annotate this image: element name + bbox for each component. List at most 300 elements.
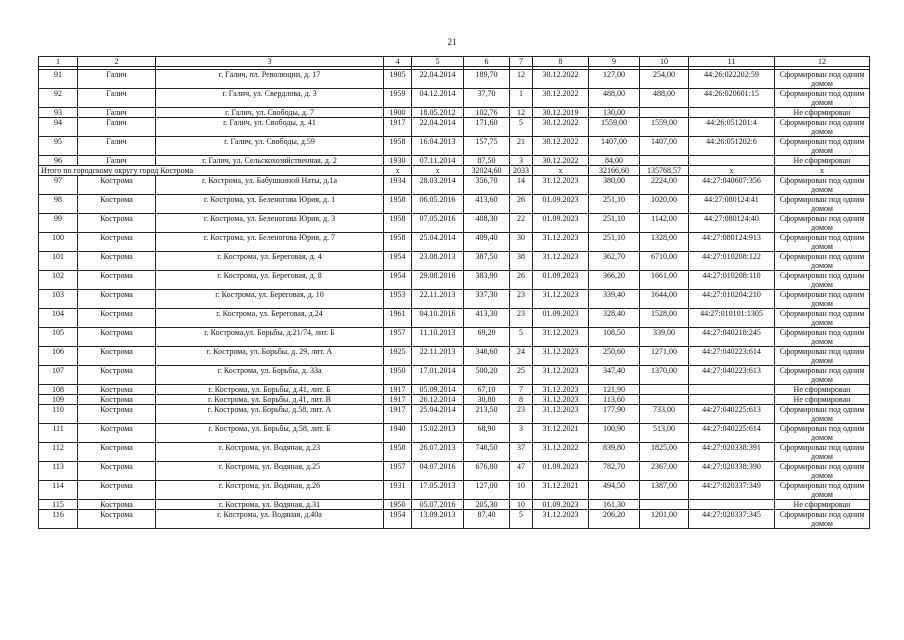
recognition-date-cell: 22.11.2013: [412, 347, 464, 366]
cadastral-number-cell: 44:27:080124:913: [689, 233, 775, 252]
recognition-date-cell: 17.05.2013: [412, 481, 464, 500]
land-cost-cell: [640, 500, 689, 510]
table-row: [39, 290, 870, 309]
address-cell: г. Кострома, ул. Водяная, д.25: [156, 462, 384, 481]
land-area-cell: 113,60: [589, 395, 640, 405]
address-cell: г. Галич, ул. Сельскохозяйственная, д. 2: [156, 156, 384, 166]
column-header: 9: [589, 57, 640, 67]
row-number-cell: 91: [39, 70, 78, 89]
residents-cell: 23: [510, 290, 533, 309]
cadastral-number-cell: 44:27:010101:1305: [689, 309, 775, 328]
address-cell: г. Кострома, ул. Борьбы, д. 29, лит. А: [156, 347, 384, 366]
total-c7-cell: 2033: [510, 166, 533, 176]
column-header: 3: [156, 57, 384, 67]
residents-cell: 21: [510, 137, 533, 156]
area-cell: 383,90: [464, 271, 510, 290]
municipality-cell: Кострома: [78, 252, 156, 271]
land-area-cell: 127,00: [589, 70, 640, 89]
resettlement-deadline-cell: 31.12.2023: [533, 176, 589, 195]
column-header: 10: [640, 57, 689, 67]
land-area-cell: 161,30: [589, 500, 640, 510]
address-cell: г. Кострома, ул. Борьбы, д.58, лит. Б: [156, 424, 384, 443]
address-cell: г. Галич, пл. Революции, д. 17: [156, 70, 384, 89]
land-area-cell: 251,10: [589, 214, 640, 233]
land-cost-cell: 6710,00: [640, 252, 689, 271]
build-year-cell: 1917: [384, 405, 412, 424]
residents-cell: 30: [510, 233, 533, 252]
housing-register-table: [38, 56, 870, 529]
area-cell: 87,50: [464, 156, 510, 166]
land-cost-cell: [640, 108, 689, 118]
area-cell: 676,00: [464, 462, 510, 481]
municipality-cell: Кострома: [78, 481, 156, 500]
area-cell: 408,30: [464, 214, 510, 233]
municipality-cell: Галич: [78, 156, 156, 166]
municipality-cell: Кострома: [78, 233, 156, 252]
recognition-date-cell: 23.08.2013: [412, 252, 464, 271]
row-number-cell: 110: [39, 405, 78, 424]
recognition-date-cell: 25.04.2014: [412, 405, 464, 424]
land-status-cell: Сформирован под одним домом: [775, 347, 870, 366]
row-number-cell: 112: [39, 443, 78, 462]
recognition-date-cell: 11.10.2013: [412, 328, 464, 347]
address-cell: г. Кострома, ул. Водяная, д.40а: [156, 510, 384, 529]
table-row: [39, 70, 870, 89]
land-status-cell: Не сформирован: [775, 385, 870, 395]
area-cell: 387,50: [464, 252, 510, 271]
row-number-cell: 108: [39, 385, 78, 395]
municipality-cell: Галич: [78, 137, 156, 156]
land-status-cell: Не сформирован: [775, 395, 870, 405]
area-cell: 67,10: [464, 385, 510, 395]
cadastral-number-cell: 44:27:040225:613: [689, 405, 775, 424]
build-year-cell: 1953: [384, 290, 412, 309]
resettlement-deadline-cell: 31.12.2023: [533, 347, 589, 366]
address-cell: г. Кострома, ул. Бабушкиной Наты, д.1а: [156, 176, 384, 195]
row-number-cell: 94: [39, 118, 78, 137]
row-number-cell: 96: [39, 156, 78, 166]
address-cell: г. Кострома, ул. Водяная, д.23: [156, 443, 384, 462]
build-year-cell: 1917: [384, 395, 412, 405]
area-cell: 69,20: [464, 328, 510, 347]
recognition-date-cell: 04.10.2016: [412, 309, 464, 328]
table-row: [39, 328, 870, 347]
row-number-cell: 95: [39, 137, 78, 156]
resettlement-deadline-cell: 31.12.2022: [533, 443, 589, 462]
municipality-cell: Кострома: [78, 395, 156, 405]
land-status-cell: Не сформирован: [775, 108, 870, 118]
residents-cell: 24: [510, 347, 533, 366]
land-area-cell: 251,10: [589, 195, 640, 214]
municipality-cell: Кострома: [78, 405, 156, 424]
total-c4-cell: x: [384, 166, 412, 176]
recognition-date-cell: 06.05.2016: [412, 195, 464, 214]
resettlement-deadline-cell: 01.09.2023: [533, 195, 589, 214]
recognition-date-cell: 26.12.2014: [412, 395, 464, 405]
residents-cell: 5: [510, 118, 533, 137]
table-row: [39, 500, 870, 510]
resettlement-deadline-cell: 01.09.2023: [533, 309, 589, 328]
cadastral-number-cell: [689, 395, 775, 405]
row-number-cell: 101: [39, 252, 78, 271]
residents-cell: 12: [510, 70, 533, 89]
build-year-cell: 1958: [384, 443, 412, 462]
land-cost-cell: 1661,00: [640, 271, 689, 290]
total-c10-cell: 135768,57: [640, 166, 689, 176]
row-number-cell: 113: [39, 462, 78, 481]
resettlement-deadline-cell: 30.12.2022: [533, 89, 589, 108]
build-year-cell: 1950: [384, 366, 412, 385]
row-number-cell: 98: [39, 195, 78, 214]
total-c11-cell: x: [689, 166, 775, 176]
build-year-cell: 1917: [384, 385, 412, 395]
recognition-date-cell: 04.07.2016: [412, 462, 464, 481]
land-cost-cell: 2224,00: [640, 176, 689, 195]
row-number-cell: 97: [39, 176, 78, 195]
table-row: [39, 443, 870, 462]
land-status-cell: Сформирован под одним домом: [775, 118, 870, 137]
column-header: 5: [412, 57, 464, 67]
municipality-cell: Кострома: [78, 443, 156, 462]
resettlement-deadline-cell: 31.12.2023: [533, 252, 589, 271]
area-cell: 171,60: [464, 118, 510, 137]
municipality-cell: Галич: [78, 70, 156, 89]
resettlement-deadline-cell: 31.12.2023: [533, 510, 589, 529]
land-status-cell: Сформирован под одним домом: [775, 70, 870, 89]
column-header: 12: [775, 57, 870, 67]
table-row: [39, 405, 870, 424]
table-row: [39, 156, 870, 166]
resettlement-deadline-cell: 01.09.2023: [533, 462, 589, 481]
land-area-cell: 488,00: [589, 89, 640, 108]
column-header: 6: [464, 57, 510, 67]
address-cell: г. Кострома,ул. Борьбы, д.21/74, лит. Б: [156, 328, 384, 347]
build-year-cell: 1930: [384, 156, 412, 166]
resettlement-deadline-cell: 31.12.2023: [533, 405, 589, 424]
land-status-cell: Сформирован под одним домом: [775, 510, 870, 529]
residents-cell: 47: [510, 462, 533, 481]
row-number-cell: 115: [39, 500, 78, 510]
build-year-cell: 1917: [384, 118, 412, 137]
municipality-cell: Кострома: [78, 309, 156, 328]
row-number-cell: 109: [39, 395, 78, 405]
build-year-cell: 1954: [384, 271, 412, 290]
cadastral-number-cell: 44:27:020337:345: [689, 510, 775, 529]
column-header: 4: [384, 57, 412, 67]
land-cost-cell: 513,00: [640, 424, 689, 443]
total-c5-cell: x: [412, 166, 464, 176]
build-year-cell: 1900: [384, 108, 412, 118]
address-cell: г. Кострома, ул. Борьбы, д. 33а: [156, 366, 384, 385]
resettlement-deadline-cell: 01.09.2023: [533, 214, 589, 233]
build-year-cell: 1958: [384, 195, 412, 214]
address-cell: г. Кострома, ул. Береговая, д. 8: [156, 271, 384, 290]
municipality-cell: Кострома: [78, 195, 156, 214]
row-number-cell: 116: [39, 510, 78, 529]
municipality-cell: Кострома: [78, 214, 156, 233]
table-row: [39, 118, 870, 137]
recognition-date-cell: 04.12.2014: [412, 89, 464, 108]
recognition-date-cell: 29.08.2016: [412, 271, 464, 290]
land-cost-cell: 488,00: [640, 89, 689, 108]
table-row: [39, 385, 870, 395]
cadastral-number-cell: 44:26:020601:15: [689, 89, 775, 108]
municipality-cell: Кострома: [78, 347, 156, 366]
resettlement-deadline-cell: 30.12.2022: [533, 70, 589, 89]
cadastral-number-cell: 44:27:040218:245: [689, 328, 775, 347]
cadastral-number-cell: 44:27:040223:613: [689, 366, 775, 385]
residents-cell: 8: [510, 395, 533, 405]
area-cell: 409,40: [464, 233, 510, 252]
area-cell: 127,00: [464, 481, 510, 500]
resettlement-deadline-cell: 01.09.2023: [533, 500, 589, 510]
residents-cell: 5: [510, 510, 533, 529]
recognition-date-cell: 22.04.2014: [412, 70, 464, 89]
land-cost-cell: 2367,00: [640, 462, 689, 481]
table-row: [39, 347, 870, 366]
land-status-cell: Сформирован под одним домом: [775, 214, 870, 233]
resettlement-deadline-cell: 31.12.2023: [533, 328, 589, 347]
residents-cell: 3: [510, 424, 533, 443]
land-area-cell: 108,50: [589, 328, 640, 347]
build-year-cell: 1959: [384, 89, 412, 108]
land-status-cell: Сформирован под одним домом: [775, 443, 870, 462]
row-number-cell: 107: [39, 366, 78, 385]
land-status-cell: Сформирован под одним домом: [775, 89, 870, 108]
land-area-cell: 100,90: [589, 424, 640, 443]
area-cell: 356,70: [464, 176, 510, 195]
cadastral-number-cell: 44:27:040223:614: [689, 347, 775, 366]
municipality-cell: Кострома: [78, 424, 156, 443]
row-number-cell: 102: [39, 271, 78, 290]
area-cell: 337,30: [464, 290, 510, 309]
resettlement-deadline-cell: 30.12.2019: [533, 108, 589, 118]
table-row: [39, 309, 870, 328]
cadastral-number-cell: 44:27:010208:110: [689, 271, 775, 290]
land-cost-cell: [640, 156, 689, 166]
recognition-date-cell: 15.02.2013: [412, 424, 464, 443]
address-cell: г. Кострома, ул. Борьбы, д.41, лит. В: [156, 395, 384, 405]
municipality-cell: Кострома: [78, 500, 156, 510]
municipality-cell: Кострома: [78, 510, 156, 529]
resettlement-deadline-cell: 30.12.2022: [533, 137, 589, 156]
land-area-cell: 782,70: [589, 462, 640, 481]
table-row: [39, 252, 870, 271]
land-cost-cell: 1407,00: [640, 137, 689, 156]
row-number-cell: 100: [39, 233, 78, 252]
build-year-cell: 1954: [384, 510, 412, 529]
area-cell: 413,30: [464, 309, 510, 328]
area-cell: 748,50: [464, 443, 510, 462]
address-cell: г. Кострома, ул. Береговая, д. 4: [156, 252, 384, 271]
recognition-date-cell: 25.04.2014: [412, 233, 464, 252]
land-area-cell: 84,00: [589, 156, 640, 166]
land-area-cell: 1559,00: [589, 118, 640, 137]
table-row: [39, 137, 870, 156]
resettlement-deadline-cell: 01.09.2023: [533, 271, 589, 290]
address-cell: г. Галич, ул. Свободы, д. 41: [156, 118, 384, 137]
cadastral-number-cell: 44:26:051201:4: [689, 118, 775, 137]
build-year-cell: 1958: [384, 137, 412, 156]
land-cost-cell: 1201,00: [640, 510, 689, 529]
residents-cell: 26: [510, 195, 533, 214]
municipality-cell: Кострома: [78, 366, 156, 385]
table-row: [39, 510, 870, 529]
land-area-cell: 362,70: [589, 252, 640, 271]
column-header: 1: [39, 57, 78, 67]
land-status-cell: Не сформирован: [775, 156, 870, 166]
address-cell: г. Галич, ул. Свердлова, д. 3: [156, 89, 384, 108]
land-cost-cell: 1328,00: [640, 233, 689, 252]
recognition-date-cell: 28.03.2014: [412, 176, 464, 195]
land-cost-cell: 339,00: [640, 328, 689, 347]
cadastral-number-cell: 44:27:080124:41: [689, 195, 775, 214]
table-row: [39, 195, 870, 214]
row-number-cell: 105: [39, 328, 78, 347]
residents-cell: 22: [510, 214, 533, 233]
resettlement-deadline-cell: 31.12.2021: [533, 481, 589, 500]
page-number: 21: [447, 37, 457, 47]
total-label: Итого по городскому округу город Кострома: [39, 166, 384, 176]
address-cell: г. Кострома, ул. Водяная, д.26: [156, 481, 384, 500]
residents-cell: 7: [510, 385, 533, 395]
residents-cell: 23: [510, 405, 533, 424]
resettlement-deadline-cell: 31.12.2023: [533, 395, 589, 405]
land-cost-cell: 1387,00: [640, 481, 689, 500]
residents-cell: 3: [510, 156, 533, 166]
cadastral-number-cell: 44:27:010208:122: [689, 252, 775, 271]
land-area-cell: 328,40: [589, 309, 640, 328]
area-cell: 30,80: [464, 395, 510, 405]
column-header: 2: [78, 57, 156, 67]
land-status-cell: Сформирован под одним домом: [775, 481, 870, 500]
row-number-cell: 103: [39, 290, 78, 309]
build-year-cell: 1934: [384, 176, 412, 195]
land-status-cell: Сформирован под одним домом: [775, 405, 870, 424]
municipality-cell: Кострома: [78, 290, 156, 309]
build-year-cell: 1954: [384, 252, 412, 271]
column-header: 8: [533, 57, 589, 67]
row-number-cell: 106: [39, 347, 78, 366]
land-area-cell: 494,50: [589, 481, 640, 500]
table-row: [39, 176, 870, 195]
land-area-cell: 347,40: [589, 366, 640, 385]
address-cell: г. Кострома, ул. Беленогова Юрия, д. 3: [156, 214, 384, 233]
land-cost-cell: [640, 385, 689, 395]
address-cell: г. Кострома, ул. Береговая, д.24: [156, 309, 384, 328]
recognition-date-cell: 22.11.2013: [412, 290, 464, 309]
recognition-date-cell: 22.04.2014: [412, 118, 464, 137]
address-cell: г. Кострома, ул. Борьбы, д.41, лит. Б: [156, 385, 384, 395]
table-row: [39, 366, 870, 385]
resettlement-deadline-cell: 30.12.2022: [533, 118, 589, 137]
table-row: [39, 233, 870, 252]
land-status-cell: Сформирован под одним домом: [775, 137, 870, 156]
cadastral-number-cell: [689, 108, 775, 118]
area-cell: 68,90: [464, 424, 510, 443]
build-year-cell: 1905: [384, 70, 412, 89]
resettlement-deadline-cell: 31.12.2023: [533, 385, 589, 395]
land-area-cell: 206,20: [589, 510, 640, 529]
municipality-cell: Галич: [78, 118, 156, 137]
recognition-date-cell: 16.04.2013: [412, 137, 464, 156]
table-row: [39, 271, 870, 290]
area-cell: 500,20: [464, 366, 510, 385]
municipality-cell: Кострома: [78, 271, 156, 290]
land-status-cell: Сформирован под одним домом: [775, 176, 870, 195]
cadastral-number-cell: 44:26:022202:59: [689, 70, 775, 89]
row-number-cell: 99: [39, 214, 78, 233]
area-cell: 213,50: [464, 405, 510, 424]
area-cell: 87,40: [464, 510, 510, 529]
municipality-cell: Галич: [78, 108, 156, 118]
row-number-cell: 114: [39, 481, 78, 500]
land-area-cell: 250,60: [589, 347, 640, 366]
row-number-cell: 93: [39, 108, 78, 118]
land-status-cell: Сформирован под одним домом: [775, 424, 870, 443]
land-status-cell: Сформирован под одним домом: [775, 328, 870, 347]
land-cost-cell: [640, 395, 689, 405]
table-row: [39, 214, 870, 233]
municipality-cell: Кострома: [78, 462, 156, 481]
land-status-cell: Сформирован под одним домом: [775, 462, 870, 481]
build-year-cell: 1925: [384, 347, 412, 366]
cadastral-number-cell: 44:27:040225:614: [689, 424, 775, 443]
municipality-cell: Кострома: [78, 328, 156, 347]
residents-cell: 12: [510, 108, 533, 118]
column-header: 11: [689, 57, 775, 67]
residents-cell: 23: [510, 309, 533, 328]
address-cell: г. Кострома, ул. Борьбы, д.58, лит. А: [156, 405, 384, 424]
residents-cell: 14: [510, 176, 533, 195]
table-row: [39, 424, 870, 443]
land-status-cell: Сформирован под одним домом: [775, 195, 870, 214]
land-status-cell: Сформирован под одним домом: [775, 233, 870, 252]
land-cost-cell: 1644,00: [640, 290, 689, 309]
land-area-cell: 380,00: [589, 176, 640, 195]
land-status-cell: Сформирован под одним домом: [775, 366, 870, 385]
cadastral-number-cell: 44:27:020338:390: [689, 462, 775, 481]
build-year-cell: 1957: [384, 328, 412, 347]
recognition-date-cell: 05.09.2014: [412, 385, 464, 395]
area-cell: 157,75: [464, 137, 510, 156]
land-status-cell: Сформирован под одним домом: [775, 271, 870, 290]
table-row: [39, 108, 870, 118]
recognition-date-cell: 07.11.2014: [412, 156, 464, 166]
address-cell: г. Кострома, ул. Беленогова Юрия, д. 1: [156, 195, 384, 214]
cadastral-number-cell: 44:27:080124:40: [689, 214, 775, 233]
build-year-cell: 1961: [384, 309, 412, 328]
residents-cell: 10: [510, 500, 533, 510]
resettlement-deadline-cell: 30.12.2022: [533, 156, 589, 166]
area-cell: 413,60: [464, 195, 510, 214]
total-row: [39, 166, 870, 176]
total-c6-cell: 32024,60: [464, 166, 510, 176]
land-area-cell: 177,90: [589, 405, 640, 424]
total-c8-cell: x: [533, 166, 589, 176]
recognition-date-cell: 17.01.2014: [412, 366, 464, 385]
resettlement-deadline-cell: 31.12.2023: [533, 366, 589, 385]
land-cost-cell: 254,00: [640, 70, 689, 89]
area-cell: 348,60: [464, 347, 510, 366]
total-c9-cell: 32166,60: [589, 166, 640, 176]
land-cost-cell: 1559,00: [640, 118, 689, 137]
build-year-cell: 1958: [384, 233, 412, 252]
table-row: [39, 462, 870, 481]
land-cost-cell: 1142,00: [640, 214, 689, 233]
table-row: [39, 481, 870, 500]
municipality-cell: Кострома: [78, 176, 156, 195]
